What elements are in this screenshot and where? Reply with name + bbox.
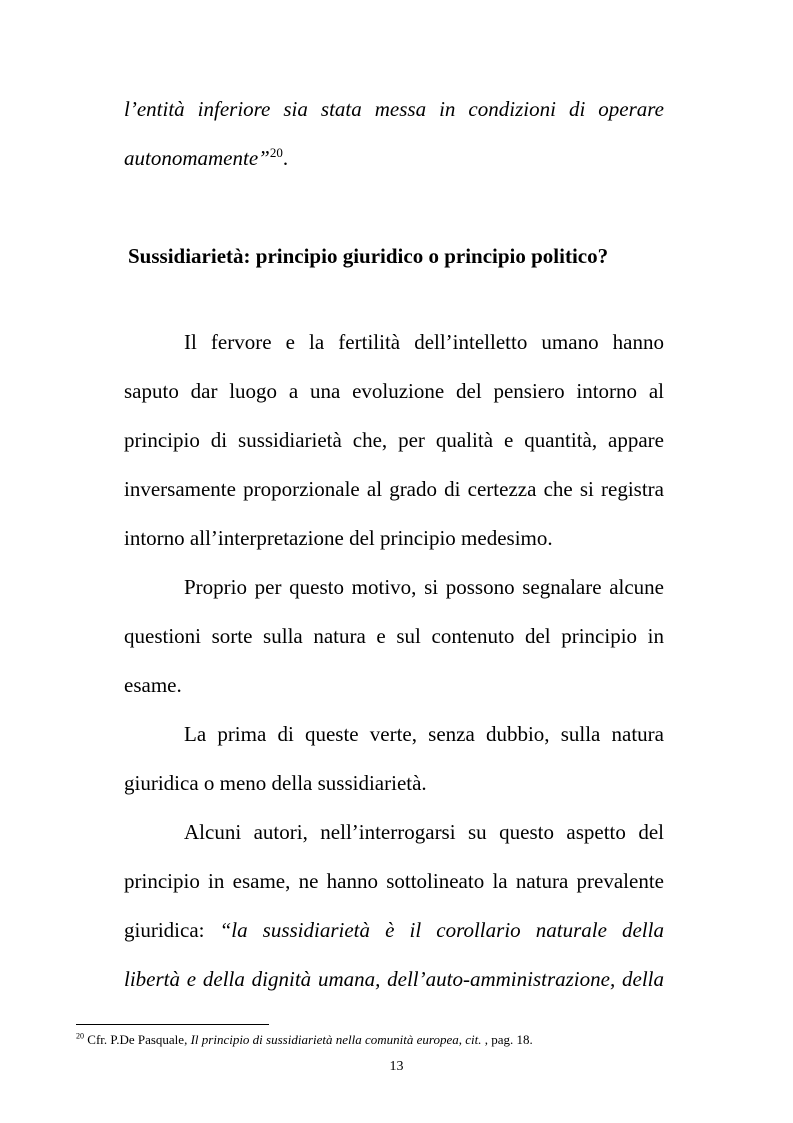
text-line: l’entità inferiore sia stata messa in condizioni di operare [124,97,664,121]
footnote-separator [76,1024,269,1025]
footnote [76,1032,533,1048]
text-line: saputo dar luogo a una evoluzione del pensiero intorno al [124,379,664,403]
text-line: intorno all’interpretazione del principio medesimo. [124,526,553,550]
footnote-prefix: Cfr. P.De Pasquale, [84,1032,191,1047]
quotation-text: libertà e della dignità umana, dell’auto-amministrazione, della [124,967,664,991]
text-line: La prima di queste verte, senza dubbio, sulla natura [184,722,664,746]
quotation-text: “la sussidiarietà è il corollario naturale della [219,918,664,942]
closing-quote: ” [258,146,270,170]
text-line [124,917,664,943]
text-line: Alcuni autori, nell’interrogarsi su questo aspetto del [184,820,664,844]
text-line: principio in esame, ne hanno sottolineato la natura prevalente [124,869,664,893]
period: . [282,146,289,170]
text-line [124,145,664,171]
footnote-title: Il principio di sussidiarietà nella comunità europea [190,1032,459,1047]
text-line: Il fervore e la fertilità dell’intelletto umano hanno [184,330,664,354]
text-line: giuridica o meno della sussidiarietà. [124,771,427,795]
text-line: inversamente proporzionale al grado di certezza che si registra [124,477,664,501]
text-line: esame. [124,673,182,697]
section-heading: Sussidiarietà: principio giuridico o principio politico? [128,244,609,268]
page-number: 13 [389,1059,404,1074]
text-line: Proprio per questo motivo, si possono segnalare alcune [184,575,664,599]
footnote-suffix: , pag. 18. [481,1032,533,1047]
footnote-number: 20 [76,1031,85,1041]
plain-text: giuridica: [124,918,220,942]
text-line: questioni sorte sulla natura e sul contenuto del principio in [124,624,664,648]
footnote-reference: 20 [269,145,283,160]
footnote-sep: , [458,1032,466,1047]
italic-text: autonomamente [124,146,259,170]
text-line: principio di sussidiarietà che, per qualità e quantità, appare [124,428,664,452]
footnote-cit: cit. [465,1032,482,1047]
